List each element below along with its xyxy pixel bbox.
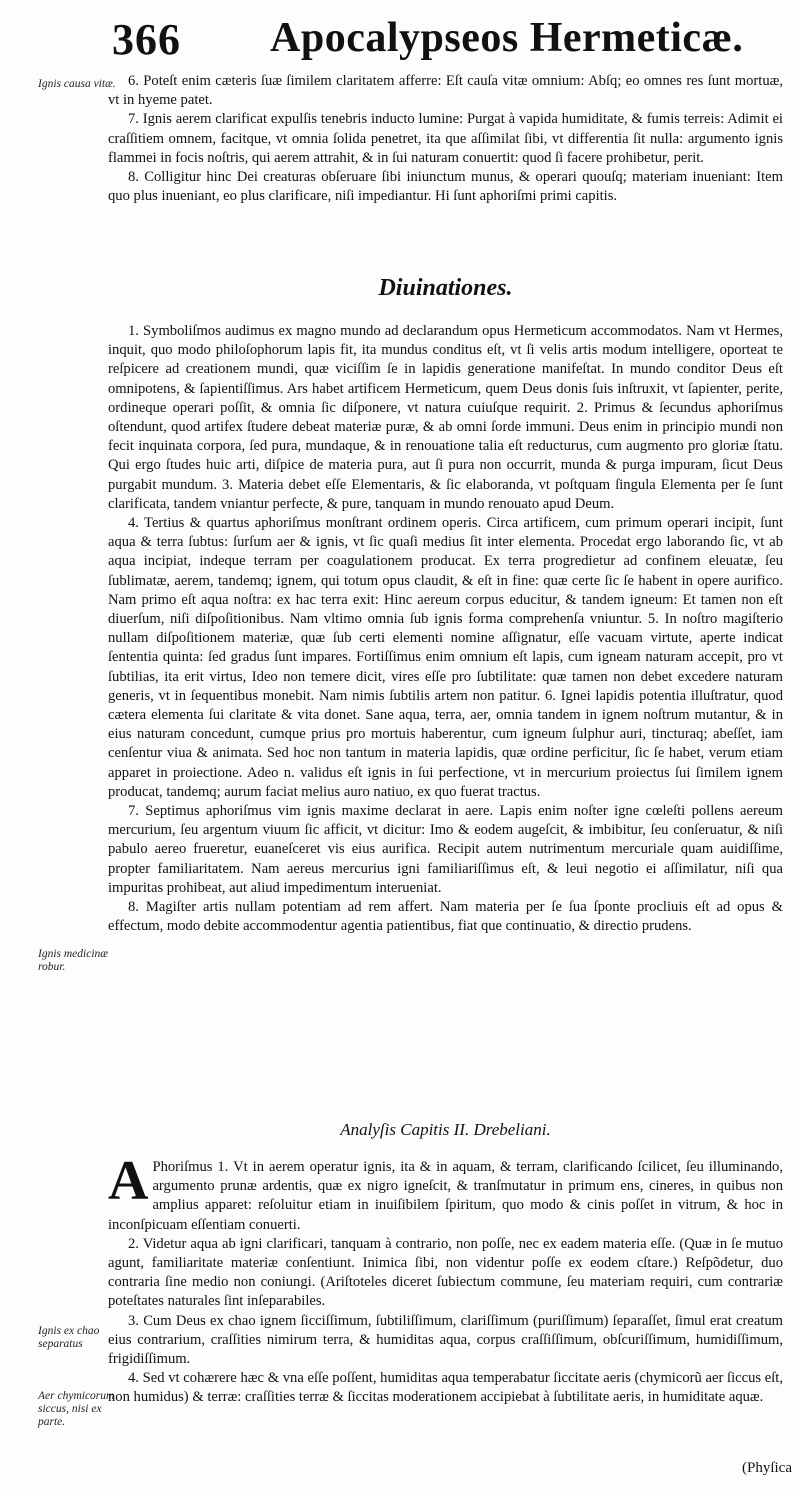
paragraph	[108, 1150, 783, 1235]
drop-cap: A	[108, 1150, 149, 1212]
section-diuinationes	[108, 322, 783, 937]
marginal-note: Ignis causa vitæ.	[38, 78, 116, 90]
marginal-note: Aer chymicorum siccus, nisi ex parte.	[38, 1390, 115, 1428]
paragraph: 3. Cum Deus ex chao ignem ſicciſſimum, ſubtiliſſimum, clariſſimum (puriſſimum) ſeparaſſet, ſimul erat creatum eius contrarium, craſſities nimirum terra, & humiditas aqua, corpus craſſiſſimum, obſcuriſſimum, humidiſſimum, frigidiſſimum.	[108, 1312, 783, 1368]
section-analysis	[108, 1150, 783, 1408]
paragraph: 1. Symboliſmos audimus ex magno mundo ad declarandum opus Hermeticum accommodatos. Nam vt Hermes, inquit, quo modo philoſophorum lapis fit, ita mundus conditus eſt, vt ſi velis artis modum intelligere, oporteat te reſpicere ad creationem mundi, quæ viciſſim ſe in lapidis generatione manifeſtat. In mundo conditor Deus eſt omnipotens, & ſapientiſſimus. Ars habet artificem Hermeticum, quem Deus donis ſuis inſtruxit, vt ſapienter, perite, ordineque operari poſſit, & omnia ſic diſponere, vt natura cuiuſque requirit. 2. Primus & ſecundus aphoriſmus oſtendunt, quod artifex ſtudere debeat materiæ puræ, & ab omni ſorde immuni. Deus enim in principio mundi non fecit inquinata corpora, ſed pura, mundaque, & in renouatione talia eſt reducturus, cum augmento pro gloriæ ſtatu. Qui ergo ſtudes huic arti, diſpice de materia pura, aut ſi pura non occurrit, munda & purga impuram, ſicut Deus purgabit mundum. 3. Materia debet eſſe Elementaris, & ſic elaboranda, vt poſtquam ſingula Elementa per ſe ſunt clarificata, tandem vniantur perfecte, & pure, tanquam in mundo renouato apud Deum.	[108, 323, 783, 512]
paragraph: 8. Magiſter artis nullam potentiam ad rem affert. Nam materia per ſe ſua ſponte procliuis eſt ad opus & effectum, modo debite accommodentur agentia patientibus, fiat que continuatio, & directio prudens.	[108, 899, 783, 935]
section-heading-analysis: Analyſis Capitis II. Drebeliani.	[340, 1120, 551, 1139]
running-title: Apocalypseos Hermeticæ.	[270, 15, 744, 61]
marginal-note: Ignis ex chao separatus	[38, 1325, 100, 1350]
catchword: (Phyſica	[742, 1460, 792, 1476]
paragraph: 2. Videtur aqua ab igni clarificari, tanquam à contrario, non poſſe, nec ex eadem materia eſſe. (Quæ in ſe mutuo agunt, familiaritate materiæ conſentiunt. Inimica ſibi, non videntur poſſe ex eodem cſtare.) Reſpõdetur, duo contraria ſine medio non coniungi. (Ariſtoteles diceret ſubiectum commune, ſeu materiam requiri, cum contrariæ poteſtates naturales ſint inſeparabiles.	[108, 1235, 783, 1310]
paragraph: 7. Septimus aphoriſmus vim ignis maxime declarat in aere. Lapis enim noſter igne cœleſti pollens aereum mercurium, ſeu argentum viuum ſic afficit, vt dicitur: Imo & eodem augeſcit, & imbibitur, ſeu conſeruatur, & niſi pabulo aereo frueretur, euaneſceret vis eius aurifica. Recipit autem nutrimentum mercuriale quam auidiſſime, propter familiaritatem. Nam aereus mercurius igni familiariſſimus eſt, & leui negotio ei aſſimilatur, niſi qua impuritas prohibeat, aut aliud impedimentum interueniat.	[108, 803, 783, 896]
marginal-note: Ignis medicinæ robur.	[38, 948, 108, 973]
paragraph: 8. Colligitur hinc Dei creaturas obſeruare ſibi iniunctum munus, & operari quouſq; materiam inueniant: Item quo plus inueniant, eo plus clarificare, niſi impediantur. Hi ſunt aphoriſmi primi capitis.	[108, 169, 783, 205]
paragraph: 7. Ignis aerem clarificat expulſis tenebris inducto lumine: Purgat à vapida humiditate, & fumis terreis: Adimit ei craſſitiem omnem, facitque, vt omnia ſolida penetret, ita que aſſimilat ſibi, vt differentia ſit nulla: argumento ignis flammei in focis noſtris, qui aerem attrahit, & in ſui naturam conuertit: quod ſi facere prohibetur, perit.	[108, 111, 783, 166]
paragraph: 4. Tertius & quartus aphoriſmus monſtrant ordinem operis. Circa artificem, cum primum operari incipit, ſunt aqua & terra ſubtus: ſurſum aer & ignis, vt ſic quaſi medius ſit inter elementa. Procedat ergo laborando ſic, vt ab aqua incipiat, indeque terram per coagulationem producat. Ex terra progredietur ad confinem eleuatæ, ſeu ſublimatæ, aerem, tandemq; ignem, qui totum opus claudit, & eſt in fine: quæ certe ſic ſe habent in opere aurifico. Nam primo eſt aqua noſtra: ex hac terra exit: Hinc aereum corpus educitur, & tandem igneum: Et tamen non eſt diuerſum, niſi diſpoſitionibus. Nam vltimo omnia ſub ignis forma comprehenſa vniuntur. 5. In noſtro magiſterio nullam diſpoſitionem materiæ, quæ ſub certi elementi nomine aſſignatur, eſſe vacuam virtute, aperte indicat ſententia quinta: ſed gradus ſunt impares. Fortiſſimus enim omnium eſt lapis, cum igneam naturam accepit, pro vt ſubtilias, ita erit virtus, Ideo non temere dicit, vires eſſe pro ſubtilitate: quæ tamen non debet excedere naturam generis, vt in ſequentibus monebit. Nam nimis ſubtilis artem non patitur. 6. Ignei lapidis potentia illuſtratur, quod cætera elementa ſui claritate & vita donet. Sane aqua, terra, aer, omnia tandem in ignem noſtrum mutantur, & in eius naturam concedunt, cumque prius pro mortuis haberentur, cum igneum ſulphur auri, tincturaq; abeſſet, iam cenſentur viua & animata. Sed hoc non tantum in materia lapidis, quæ ordine perficitur, ſic ſe habet, verum etiam apparet in proiectione. Adeo n. validus eſt ignis in ſui perfectione, vt in mercurium proiectus ſui ſimilem ignem producat, tandemq; aurum faciat melius auro natiuo, ex quo fuerat tractus.	[108, 515, 783, 800]
paragraph-text: Phoriſmus 1. Vt in aerem operatur ignis, ita & in aquam, & terram, clarificando ſcilicet, ſeu illuminando, argumento prunæ ardentis, quæ ex nigro igneſcit, & tranſmutatur in primum ens, cineres, in quibus non amplius apparet: reſoluitur etiam in inuiſibilem ſpiritum, quo modo & cinis poſſet in vitrum, & hoc in inconſpicuam eſſentiam conuerti.	[108, 1159, 783, 1233]
section-heading-diuinationes: Diuinationes.	[378, 275, 513, 301]
section-aphorisms-end	[108, 72, 783, 206]
page-header	[108, 6, 798, 68]
paragraph: 6. Poteſt enim cæteris ſuæ ſimilem claritatem afferre: Eſt cauſa vitæ omnium: Abſq; eo omnes res ſunt mortuæ, vt in hyeme patet.	[108, 73, 783, 109]
paragraph: 4. Sed vt cohærere hæc & vna eſſe poſſent, humiditas aqua temperabatur ſiccitate aeris (chymicorũ aer ſiccus eſt, non humidus) & terræ: craſſities terræ & ſiccitas moderationem accipiebat à ſubtilitate aeris, in humiditate aquæ.	[108, 1370, 783, 1406]
page-number: 366	[112, 15, 181, 64]
